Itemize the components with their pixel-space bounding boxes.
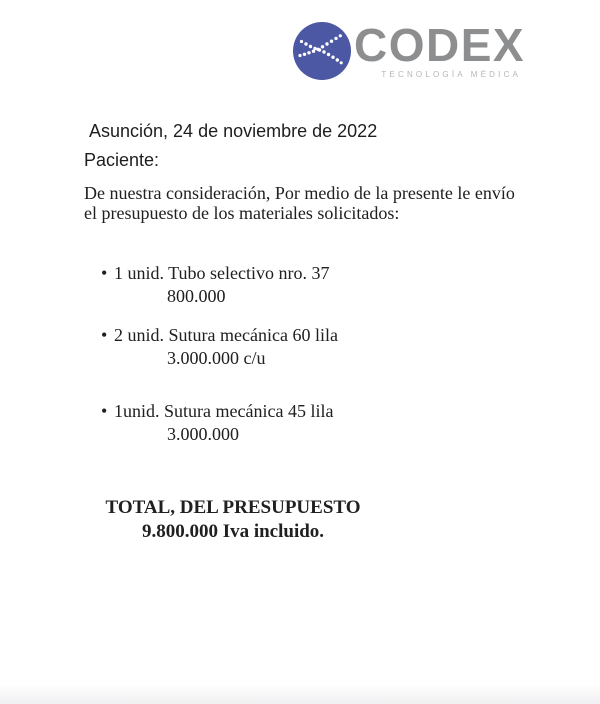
photo-bottom-shadow — [0, 684, 600, 704]
quote-item-list — [101, 262, 338, 462]
item-description: 2 unid. Sutura mecánica 60 lila — [114, 325, 338, 345]
quote-item — [101, 400, 338, 446]
item-description: 1 unid. Tubo selectivo nro. 37 — [114, 263, 330, 283]
quote-item — [101, 324, 338, 370]
bullet-icon: • — [101, 325, 108, 345]
dotted-helix-circle-icon — [293, 22, 351, 80]
intro-line-1: De nuestra consideración, Por medio de la presente le envío — [84, 183, 515, 203]
item-price: 3.000.000 c/u — [167, 348, 266, 368]
total-block — [0, 496, 466, 544]
total-amount: 9.800.000 Iva incluido. — [141, 521, 325, 542]
codex-logo — [293, 19, 526, 80]
patient-label: Paciente: — [84, 150, 160, 170]
bullet-icon: • — [101, 263, 108, 283]
item-price: 800.000 — [167, 286, 226, 306]
intro-paragraph — [84, 183, 515, 223]
item-price: 3.000.000 — [167, 424, 239, 444]
bullet-icon: • — [101, 401, 108, 421]
intro-line-2: el presupuesto de los materiales solicitados: — [84, 203, 400, 223]
brand-wordmark: CODEX — [354, 19, 526, 71]
brand-tagline: TECNOLOGÍA MÉDICA — [381, 70, 522, 79]
item-description: 1unid. Sutura mecánica 45 lila — [114, 401, 334, 421]
logo-text-block — [354, 19, 526, 79]
date-line: Asunción, 24 de noviembre de 2022 — [89, 121, 378, 141]
quote-item — [101, 262, 338, 308]
total-label: TOTAL, DEL PRESUPUESTO — [105, 497, 361, 518]
